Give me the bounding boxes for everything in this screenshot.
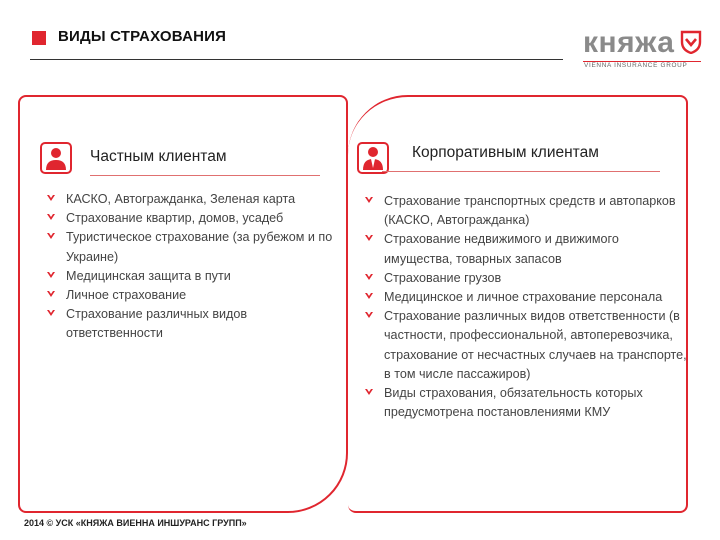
check-bullet-icon [46, 289, 56, 299]
list-item: Виды страхования, обязательность которых предусмотрена постановлениями КМУ [384, 384, 689, 422]
title-divider [30, 59, 563, 60]
list-item: КАСКО, Автогражданка, Зеленая карта [66, 190, 336, 209]
page-title: ВИДЫ СТРАХОВАНИЯ [58, 28, 227, 45]
shield-check-icon [680, 30, 702, 54]
list-item: Страхование недвижимого и движимого имущества, товарных запасов [384, 230, 689, 268]
check-bullet-icon [46, 270, 56, 280]
list-item: Страхование квартир, домов, усадеб [66, 209, 336, 228]
check-bullet-icon [364, 233, 374, 243]
list-item: Личное страхование [66, 286, 336, 305]
list-item: Медицинская защита в пути [66, 267, 336, 286]
person-icon [40, 142, 72, 174]
private-heading-divider [90, 175, 320, 176]
logo-subtitle: VIENNA INSURANCE GROUP [584, 62, 688, 69]
private-clients-heading: Частным клиентам [90, 148, 227, 165]
company-logo [583, 26, 701, 74]
check-bullet-icon [364, 291, 374, 301]
check-bullet-icon [364, 195, 374, 205]
footer-copyright: 2014 © УСК «КНЯЖА ВИЕННА ИНШУРАНС ГРУПП» [24, 518, 247, 528]
corporate-heading-divider [382, 171, 660, 172]
list-item: Туристическое страхование (за рубежом и по Украине) [66, 228, 336, 266]
private-clients-list [66, 190, 336, 344]
title-marker [32, 31, 46, 45]
check-bullet-icon [46, 231, 56, 241]
check-bullet-icon [364, 387, 374, 397]
list-item: Страхование различных видов ответственности (в частности, профессиональной, автоперевозчика, страхование от несчастных случаев на транспорте, в том числе пассажиров) [384, 307, 689, 384]
list-item: Медицинское и личное страхование персонала [384, 288, 689, 307]
business-person-icon [357, 142, 389, 174]
check-bullet-icon [46, 212, 56, 222]
list-item: Страхование транспортных средств и автопарков (КАСКО, Автогражданка) [384, 192, 689, 230]
list-item: Страхование грузов [384, 269, 689, 288]
check-bullet-icon [364, 310, 374, 320]
corporate-clients-list [384, 192, 689, 422]
check-bullet-icon [46, 193, 56, 203]
logo-wordmark: княжа [583, 26, 675, 59]
list-item: Страхование различных видов ответственности [66, 305, 336, 343]
check-bullet-icon [364, 272, 374, 282]
corporate-clients-heading: Корпоративным клиентам [412, 144, 599, 161]
check-bullet-icon [46, 308, 56, 318]
